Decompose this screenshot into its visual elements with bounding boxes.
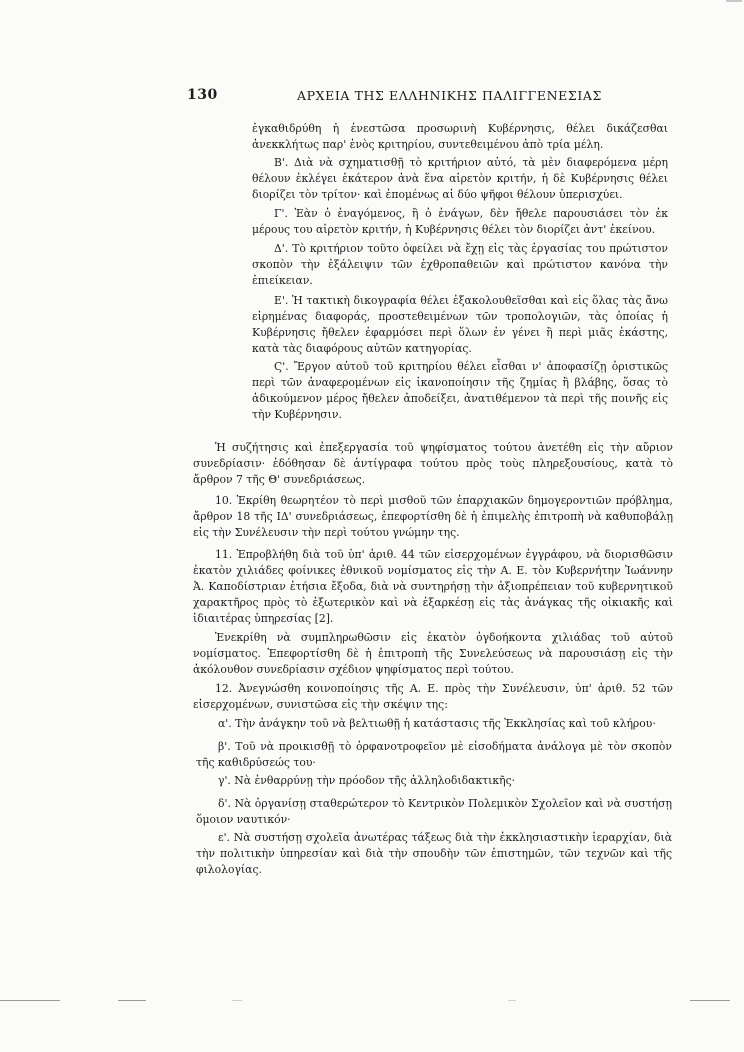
scan-artifact-line <box>118 1000 146 1001</box>
block-paragraph-d: Δ'. Τὸ κριτήριον τοῦτο ὀφείλει νὰ ἔχῃ εἰς τὰς ἐργασίας του πρώτιστον σκοπὸν τὴν ἐξάλειψιν τῶν ἐχθροπαθειῶν καὶ πρώτιστον κανόνα τὴν ἐπιείκειαν. <box>252 242 668 287</box>
scan-artifact-line <box>0 1000 60 1001</box>
block-paragraph-c: Γ'. Ἐὰν ὁ ἐναγόμενος, ἢ ὁ ἐνάγων, δὲν ἤθελε παρουσιάσει τὸν ἐκ μέρους του αἱρετὸν κριτήν, ἡ Κυβέρνησις θέλει τὸν διορίζει ἀντ' ἐκείνου. <box>252 207 668 236</box>
block-paragraph-continuation: ἐγκαθιδρύθη ἡ ἐνεστῶσα προσωρινὴ Κυβέρνησις, θέλει δικάζεσθαι ἀνεκκλήτως παρ' ἑνὸς κριτηρίου, συντεθειμένου ἀπὸ τρία μέλη. <box>252 122 668 151</box>
list-item-b: β'. Τοῦ νὰ προικισθῇ τὸ ὀρφανοτροφεῖον μὲ εἰσοδήματα ἀνάλογα μὲ τὸν σκοπὸν τῆς καθιδρύσεώς του· <box>196 740 672 769</box>
block-paragraph-e: Ε'. Ἡ τακτικὴ δικογραφία θέλει ἐξακολουθεῖσθαι καὶ εἰς ὅλας τὰς ἄνω εἰρημένας διαφοράς, προστεθειμένων τῶν τροπολογιῶν, τὰς ὁποίας ἡ Κυβέρνησις ἤθελεν ἐφαρμόσει περὶ ὅλων ἐν γένει ἢ περὶ μιᾶς ἑκάστης, κατὰ τὰς διαφόρους αὐτῶν κατηγορίας. <box>252 294 668 355</box>
list-item-a: α'. Τὴν ἀνάγκην τοῦ νὰ βελτιωθῇ ἡ κατάστασις τῆς Ἐκκλησίας καὶ τοῦ κλήρου· <box>218 717 656 730</box>
scan-corner-mark <box>726 0 742 2</box>
scan-artifact-line <box>690 1000 730 1001</box>
running-title: ΑΡΧΕΙΑ ΤΗΣ ΕΛΛΗΝΙΚΗΣ ΠΑΛΙΓΓΕΝΕΣΙΑΣ <box>297 88 602 103</box>
list-item-c: γ'. Νὰ ἐνθαρρύνῃ τὴν πρόοδον τῆς ἀλληλοδιδακτικῆς· <box>218 774 516 787</box>
block-paragraph-b: Β'. Διὰ νὰ σχηματισθῇ τὸ κριτήριον αὐτό, τὰ μὲν διαφερόμενα μέρη θέλουν ἐκλέγει ἑκάτερον ἀνὰ ἕνα αἱρετὸν κριτήν, ἡ δὲ Κυβέρνησις θέλει διορίζει τὸν τρίτον· καὶ ἐπομένως αἱ δύο ψῆφοι θέλουν ὑπερισχύει. <box>252 156 668 201</box>
list-item-e: ε'. Νὰ συστήσῃ σχολεῖα ἀνωτέρας τάξεως διὰ τὴν ἐκκλησιαστικὴν ἱεραρχίαν, διὰ τὴν πολιτικὴν ὑπηρεσίαν καὶ διὰ τὴν σπουδὴν τῶν ἐπιστημῶν, τῶν τεχνῶν καὶ τῆς φιλολογίας. <box>196 831 672 876</box>
scan-artifact-line <box>232 1000 242 1001</box>
scan-artifact-line <box>508 1000 516 1001</box>
minutes-item-12: 12. Ἀνεγνώσθη κοινοποίησις τῆς Α. Ε. πρὸς τὴν Συνέλευσιν, ὑπ' ἀριθ. 52 τῶν εἰσερχομένων, συνιστῶσα εἰς τὴν σκέψιν της: <box>193 682 673 711</box>
minutes-approval: Ἐνεκρίθη νὰ συμπληρωθῶσιν εἰς ἑκατὸν ὀγδοήκοντα χιλιάδας τοῦ αὐτοῦ νομίσματος. Ἐπεφορτίσθη δὲ ἡ ἐπιτροπὴ τῆς Συνελεύσεως νὰ παρουσιάσῃ εἰς τὴν ἀκόλουθον συνεδρίασιν σχέδιον ψηφίσματος περὶ τούτου. <box>193 631 673 676</box>
minutes-paragraph: Ἡ συζήτησις καὶ ἐπεξεργασία τοῦ ψηφίσματος τούτου ἀνετέθη εἰς τὴν αὔριον συνεδρίασιν· ἐδόθησαν δὲ ἀντίγραφα τούτου πρὸς τοὺς πληρεξουσίους, κατὰ τὸ ἄρθρον 7 τῆς Θ' συνεδριάσεως. <box>193 441 673 486</box>
minutes-item-11: 11. Ἐπροβλήθη διὰ τοῦ ὑπ' ἀριθ. 44 τῶν εἰσερχομένων ἐγγράφου, νὰ διορισθῶσιν ἑκατὸν χιλιάδες φοίνικες ἐθνικοῦ νομίσματος εἰς τὴν Α. Ε. τὸν Κυβερνήτην Ἰωάννην Ἀ. Καποδίστριαν ἐτήσια ἔξοδα, διὰ νὰ συντηρήσῃ τὴν ἀξιοπρέπειαν τοῦ κυβερνητικοῦ χαρακτῆρος πρὸς τὸ ἐξωτερικὸν καὶ νὰ ἐξαρκέσῃ εἰς τὰς ἀνάγκας τῆς οἰκιακῆς καὶ ἰδιαιτέρας ὑπηρεσίας [2]. <box>193 548 673 625</box>
block-paragraph-f: Ϛ'. Ἔργον αὐτοῦ τοῦ κριτηρίου θέλει εἶσθαι ν' ἀποφασίζῃ ὁριστικῶς περὶ τῶν ἀναφερομένων εἰς ἱκανοποίησιν τῆς ζημίας ἢ βλάβης, ὅσας τὸ ἀδικούμενον μέρος ἤθελεν ἀποδείξει, ἀνατιθέμενον τὰ περὶ τῆς ποινῆς εἰς τὴν Κυβέρνησιν. <box>252 360 668 421</box>
list-item-d: δ'. Νὰ ὀργανίσῃ σταθερώτερον τὸ Κεντρικὸν Πολεμικὸν Σχολεῖον καὶ νὰ συστήσῃ ὅμοιον ναυτικόν· <box>196 797 672 826</box>
page-number: 130 <box>187 87 218 103</box>
minutes-item-10: 10. Ἐκρίθη θεωρητέον τὸ περὶ μισθοῦ τῶν ἐπαρχιακῶν δημογεροντιῶν πρόβλημα, ἄρθρον 18 τῆς ΙΔ' συνεδριάσεως, ἐπεφορτίσθη δὲ ἡ ἐπιμελὴς ἐπιτροπὴ νὰ καθυποβάλῃ εἰς τὴν Συνέλευσιν τὴν περὶ τούτου γνώμην της. <box>193 494 673 539</box>
